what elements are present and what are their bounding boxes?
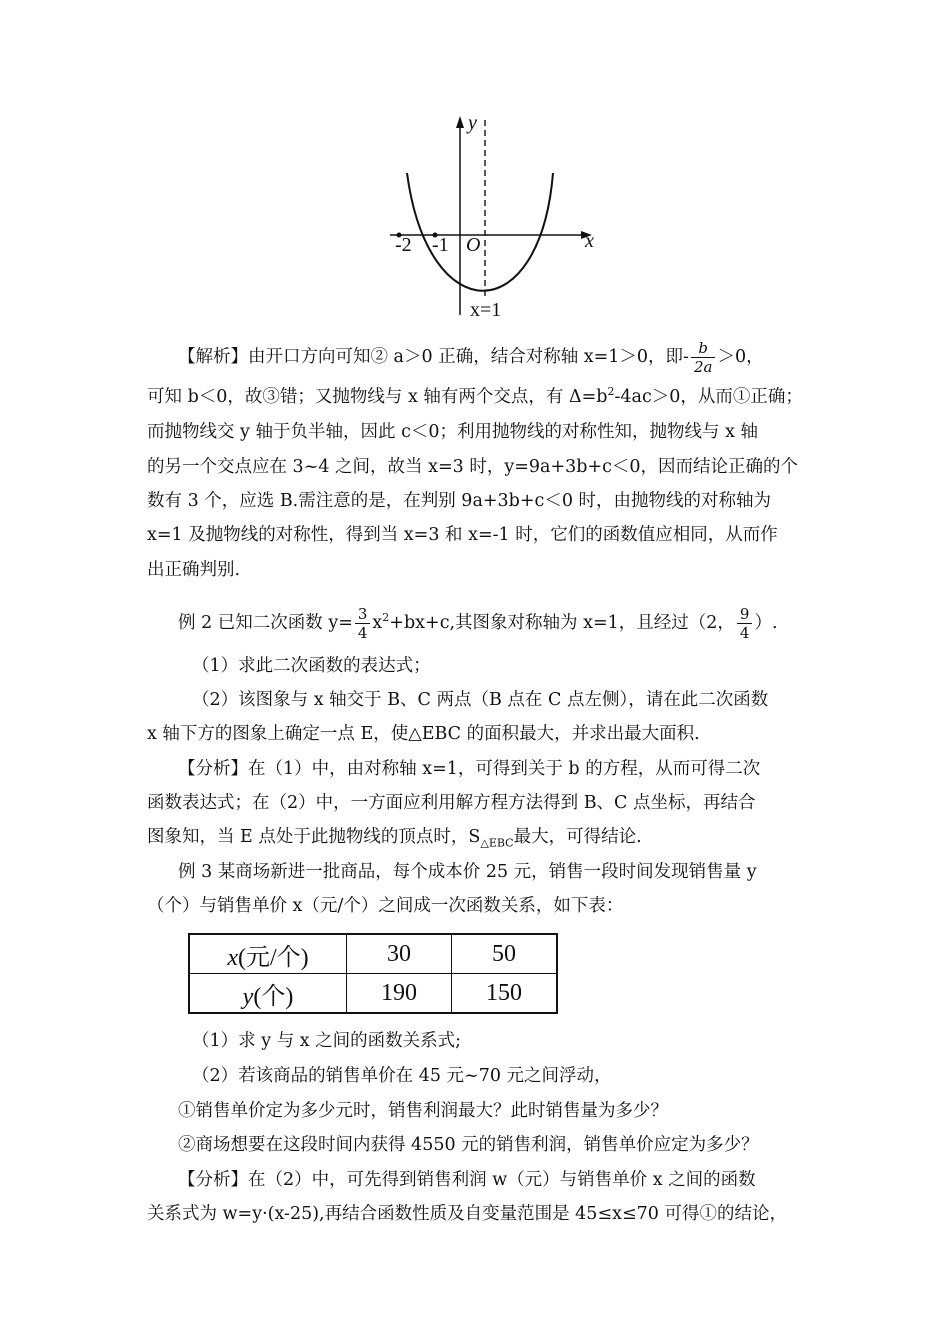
parabola-figure: [380, 105, 610, 325]
example2-analysis-b: 函数表达式；在（2）中，一方面应利用解方程方法得到 B、C 点坐标，再结合: [147, 793, 756, 813]
table-header-y: y(个): [189, 974, 347, 1014]
example3-analysis-a: 【分析】在（2）中，可先得到销售利润 w（元）与销售单价 x 之间的函数: [178, 1170, 756, 1190]
parabola-curve: [407, 173, 553, 291]
solution-line-4: 的另一个交点应在 3~4 之间，故当 x=3 时，y=9a+3b+c＜0，因而结论正确的个: [147, 457, 799, 477]
table-row: [189, 974, 557, 1014]
solution-line-2: 可知 b＜0，故③错；又抛物线与 x 轴有两个交点，有 $\Delta=b^2-4ac>0$，从而①正确；: [147, 385, 803, 407]
tick-label-minus2: -2: [395, 234, 412, 256]
x-axis-label: x: [585, 230, 594, 252]
table-cell: 190: [347, 974, 452, 1014]
example2-analysis-c: 图象知，当 E 点处于此抛物线的顶点时，$S_{\triangle EBC}$最大，可得结论.: [147, 827, 642, 850]
example2-question-1: （1）求此二次函数的表达式；: [192, 656, 431, 676]
table-cell: 150: [452, 974, 558, 1014]
example3-intro-a: 例 3 某商场新进一批商品，每个成本价 25 元，销售一段时间发现销售量 y: [178, 862, 757, 882]
symmetry-axis-label: x=1: [470, 299, 502, 321]
example3-intro-b: （个）与销售单价 x（元/个）之间成一次函数关系，如下表：: [147, 896, 624, 916]
fraction-9-over-4: $\frac{9}{4}$: [737, 605, 753, 642]
example2-analysis-a: 【分析】在（1）中，由对称轴 x=1，可得到关于 b 的方程，从而可得二次: [178, 759, 761, 779]
table-cell: 30: [347, 934, 452, 974]
solution-line-3: 而抛物线交 y 轴于负半轴，因此 c＜0；利用抛物线的对称性知，抛物线与 x 轴: [147, 422, 759, 442]
y-axis-arrow-icon: [456, 116, 464, 128]
solution-line-6: x=1 及抛物线的对称性，得到当 x=3 和 x=-1 时，它们的函数值应相同，从而作: [147, 525, 778, 545]
solution-line-1: 【解析】由开口方向可知② a＞0 正确，结合对称轴 x=1＞0，即- $\frac{b}{2a}$ ＞0，: [178, 339, 764, 376]
fraction-3-over-4: $\frac{3}{4}$: [355, 605, 371, 642]
table-row: [189, 934, 557, 974]
solution-line-7: 出正确判别.: [147, 560, 241, 580]
solution-line-5: 数有 3 个，应选 B.需注意的是，在判别 9a+3b+c＜0 时，由抛物线的对称轴为: [147, 491, 772, 511]
y-axis-label: y: [468, 112, 477, 134]
origin-label: O: [466, 234, 481, 256]
fraction-b-over-2a: $\frac{b}{2a}$: [691, 339, 716, 376]
tick-label-minus1: -1: [432, 234, 449, 256]
xy-value-table: [188, 933, 558, 1014]
example3-question-2-1: ①销售单价定为多少元时，销售利润最大？此时销售量为多少？: [178, 1101, 668, 1121]
table-cell: 50: [452, 934, 558, 974]
example2-intro: 例 2 已知二次函数 y= $\frac{3}{4}$ $x^2+bx+c$,其图象对称轴为 x=1，且经过（2， $\frac{9}{4}$ ）.: [178, 605, 778, 642]
example3-analysis-b: 关系式为 w=y·(x-25),再结合函数性质及自变量范围是 45≤x≤70 可得①的结论，: [147, 1204, 787, 1224]
example3-question-2: （2）若该商品的销售单价在 45 元~70 元之间浮动，: [192, 1066, 612, 1086]
example2-question-2a: （2）该图象与 x 轴交于 B、C 两点（B 点在 C 点左侧），请在此二次函数: [192, 690, 769, 710]
table-header-x: x(元/个): [189, 934, 347, 974]
example3-question-2-2: ②商场想要在这段时间内获得 4550 元的销售利润，销售单价应定为多少？: [178, 1135, 759, 1155]
example2-question-2b: x 轴下方的图象上确定一点 E，使△EBC 的面积最大，并求出最大面积.: [147, 724, 700, 744]
example3-question-1: （1）求 y 与 x 之间的函数关系式;: [192, 1031, 462, 1051]
